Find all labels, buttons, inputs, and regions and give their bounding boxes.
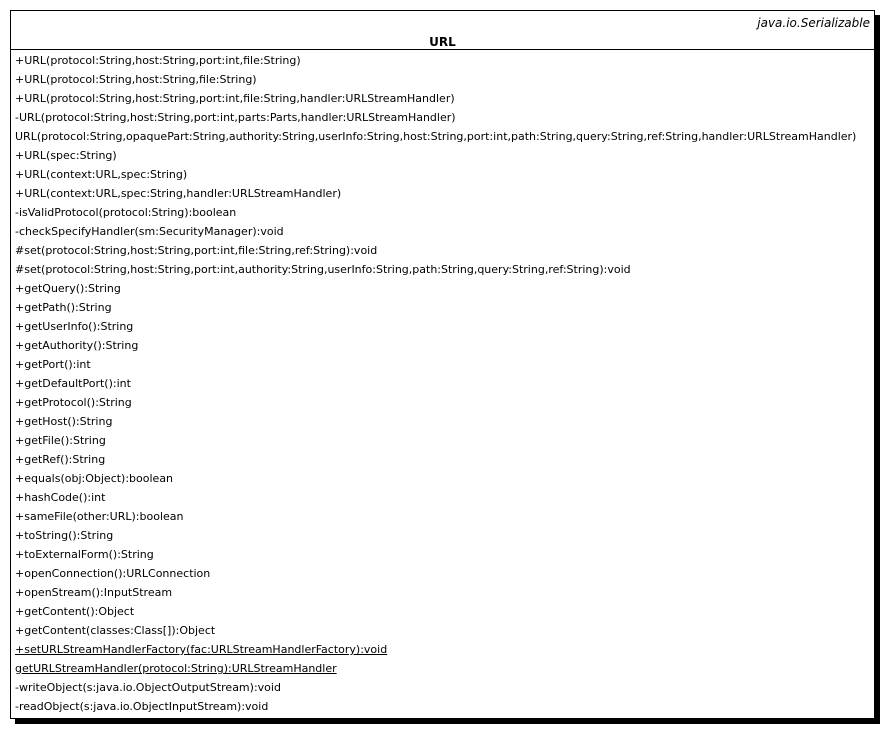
- method-row[interactable]: [15, 412, 874, 431]
- method-row[interactable]: [15, 431, 874, 450]
- method-signature: -checkSpecifyHandler(sm:SecurityManager):void: [15, 225, 284, 238]
- method-row[interactable]: [15, 222, 874, 241]
- method-signature: +hashCode():int: [15, 491, 106, 504]
- method-row[interactable]: [15, 564, 874, 583]
- method-row[interactable]: [15, 697, 874, 716]
- method-row[interactable]: [15, 583, 874, 602]
- method-signature: +getDefaultPort():int: [15, 377, 131, 390]
- method-row[interactable]: [15, 70, 874, 89]
- method-signature: +getAuthority():String: [15, 339, 139, 352]
- method-signature: +getUserInfo():String: [15, 320, 134, 333]
- method-row[interactable]: [15, 336, 874, 355]
- method-signature: #set(protocol:String,host:String,port:int,authority:String,userInfo:String,path:String,query:String,ref:String):void: [15, 263, 631, 276]
- method-row[interactable]: [15, 51, 874, 70]
- method-row[interactable]: [15, 165, 874, 184]
- method-row[interactable]: [15, 526, 874, 545]
- method-row[interactable]: [15, 621, 874, 640]
- method-row[interactable]: [15, 298, 874, 317]
- method-row[interactable]: [15, 146, 874, 165]
- class-name: URL: [429, 35, 456, 49]
- method-signature: +getQuery():String: [15, 282, 121, 295]
- method-signature: -URL(protocol:String,host:String,port:int,parts:Parts,handler:URLStreamHandler): [15, 111, 456, 124]
- method-signature: +getRef():String: [15, 453, 106, 466]
- method-row[interactable]: [15, 659, 874, 678]
- method-row[interactable]: [15, 108, 874, 127]
- method-signature: +toString():String: [15, 529, 114, 542]
- method-signature: +URL(context:URL,spec:String,handler:URLStreamHandler): [15, 187, 342, 200]
- method-row[interactable]: [15, 317, 874, 336]
- method-signature: +getContent(classes:Class[]):Object: [15, 624, 216, 637]
- method-row[interactable]: [15, 203, 874, 222]
- method-row[interactable]: [15, 355, 874, 374]
- static-method-signature: +setURLStreamHandlerFactory(fac:URLStreamHandlerFactory):void: [15, 643, 388, 656]
- method-row[interactable]: [15, 241, 874, 260]
- method-signature: +URL(protocol:String,host:String,file:String): [15, 73, 257, 86]
- method-row[interactable]: [15, 450, 874, 469]
- uml-class-box[interactable]: [10, 10, 875, 719]
- method-signature: +getFile():String: [15, 434, 106, 447]
- method-signature: +getProtocol():String: [15, 396, 132, 409]
- method-signature: +URL(context:URL,spec:String): [15, 168, 188, 181]
- method-signature: +getHost():String: [15, 415, 113, 428]
- method-row[interactable]: [15, 374, 874, 393]
- class-header: [11, 11, 874, 50]
- method-signature: +openConnection():URLConnection: [15, 567, 211, 580]
- method-compartment: [11, 50, 874, 716]
- method-signature: +openStream():InputStream: [15, 586, 173, 599]
- method-signature: +equals(obj:Object):boolean: [15, 472, 174, 485]
- method-row[interactable]: [15, 184, 874, 203]
- method-row[interactable]: [15, 279, 874, 298]
- static-method-signature: getURLStreamHandler(protocol:String):URLStreamHandler: [15, 662, 337, 675]
- method-signature: +URL(spec:String): [15, 149, 117, 162]
- method-row[interactable]: [15, 488, 874, 507]
- method-row[interactable]: [15, 545, 874, 564]
- method-row[interactable]: [15, 602, 874, 621]
- method-row[interactable]: [15, 640, 874, 659]
- method-row[interactable]: [15, 393, 874, 412]
- method-signature: +getContent():Object: [15, 605, 135, 618]
- method-signature: +toExternalForm():String: [15, 548, 154, 561]
- method-signature: +sameFile(other:URL):boolean: [15, 510, 184, 523]
- method-row[interactable]: [15, 678, 874, 697]
- implemented-interface: java.io.Serializable: [757, 16, 870, 30]
- method-signature: -isValidProtocol(protocol:String):boolean: [15, 206, 237, 219]
- method-signature: -readObject(s:java.io.ObjectInputStream):void: [15, 700, 269, 713]
- method-signature: URL(protocol:String,opaquePart:String,authority:String,userInfo:String,host:String,port:int,path:String,query:String,ref:String,handler:URLStreamHandler): [15, 130, 857, 143]
- method-signature: +getPort():int: [15, 358, 91, 371]
- method-row[interactable]: [15, 260, 874, 279]
- method-signature: #set(protocol:String,host:String,port:int,file:String,ref:String):void: [15, 244, 378, 257]
- method-row[interactable]: [15, 507, 874, 526]
- method-signature: +getPath():String: [15, 301, 112, 314]
- method-signature: -writeObject(s:java.io.ObjectOutputStream):void: [15, 681, 281, 694]
- method-signature: +URL(protocol:String,host:String,port:int,file:String,handler:URLStreamHandler): [15, 92, 455, 105]
- method-signature: +URL(protocol:String,host:String,port:int,file:String): [15, 54, 301, 67]
- method-row[interactable]: [15, 127, 874, 146]
- method-row[interactable]: [15, 89, 874, 108]
- method-row[interactable]: [15, 469, 874, 488]
